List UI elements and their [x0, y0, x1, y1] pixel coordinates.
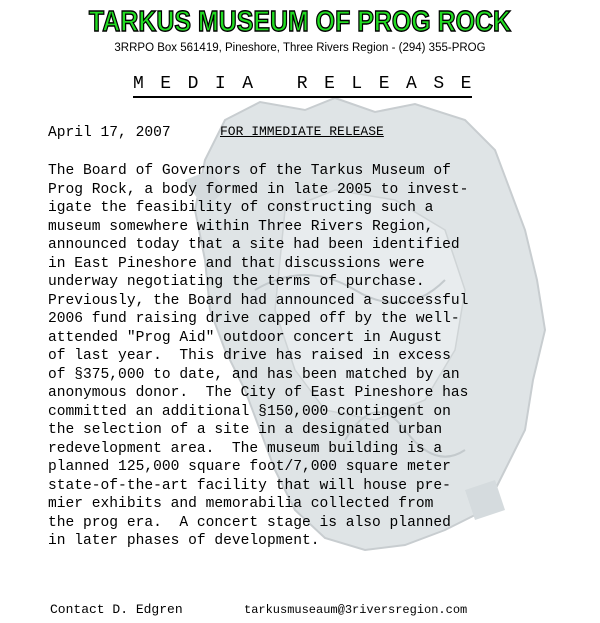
body-line: The Board of Governors of the Tarkus Museum of	[48, 163, 451, 179]
museum-address: 3RRPO Box 561419, Pineshore, Three Rivers Region - (294) 355-PROG	[114, 42, 486, 54]
body-line: announced today that a site had been identified	[48, 237, 460, 253]
body-line: the prog era. A concert stage is also planned	[48, 514, 451, 531]
body-line: museum somewhere within Three Rivers Region,	[48, 218, 434, 235]
contact-email: tarkusmuseaum@3riversregion.com	[244, 603, 468, 617]
body-line: mier exhibits and memorabilia collected from	[48, 496, 434, 512]
body-line: Previously, the Board had announced a successful	[48, 292, 469, 309]
body-line: the selection of a site in a designated urban	[48, 422, 443, 438]
release-body	[48, 162, 568, 551]
release-date: April 17, 2007	[48, 125, 171, 141]
body-line: redevelopment area. The museum building is a	[48, 440, 443, 457]
body-line: underway negotiating the terms of purchase.	[48, 274, 425, 290]
body-line: planned 125,000 square foot/7,000 square meter	[48, 459, 451, 475]
media-release-heading: MEDIA RELEASE	[133, 74, 488, 94]
heading-underline	[133, 96, 472, 98]
body-line: 2006 fund raising drive capped off by the well-	[48, 311, 460, 327]
body-line: in later phases of development.	[48, 533, 320, 549]
museum-title: TARKUS MUSEUM OF PROG ROCK	[88, 6, 512, 38]
body-line: state-of-the-art facility that will house pre-	[48, 477, 451, 494]
body-line: Prog Rock, a body formed in late 2005 to invest-	[48, 181, 469, 198]
body-line: attended "Prog Aid" outdoor concert in August	[48, 329, 443, 346]
body-line: igate the feasibility of constructing such a	[48, 200, 434, 216]
contact-name: Contact D. Edgren	[50, 602, 183, 617]
body-line: anonymous donor. The City of East Pineshore has	[48, 385, 469, 401]
immediate-release-notice: FOR IMMEDIATE RELEASE	[220, 124, 384, 139]
body-line: of §375,000 to date, and has been matched by an	[48, 366, 460, 383]
body-line: of last year. This drive has raised in excess	[48, 348, 451, 364]
body-line: in East Pineshore and that discussions were	[48, 255, 425, 272]
body-line: committed an additional §150,000 contingent on	[48, 403, 451, 420]
